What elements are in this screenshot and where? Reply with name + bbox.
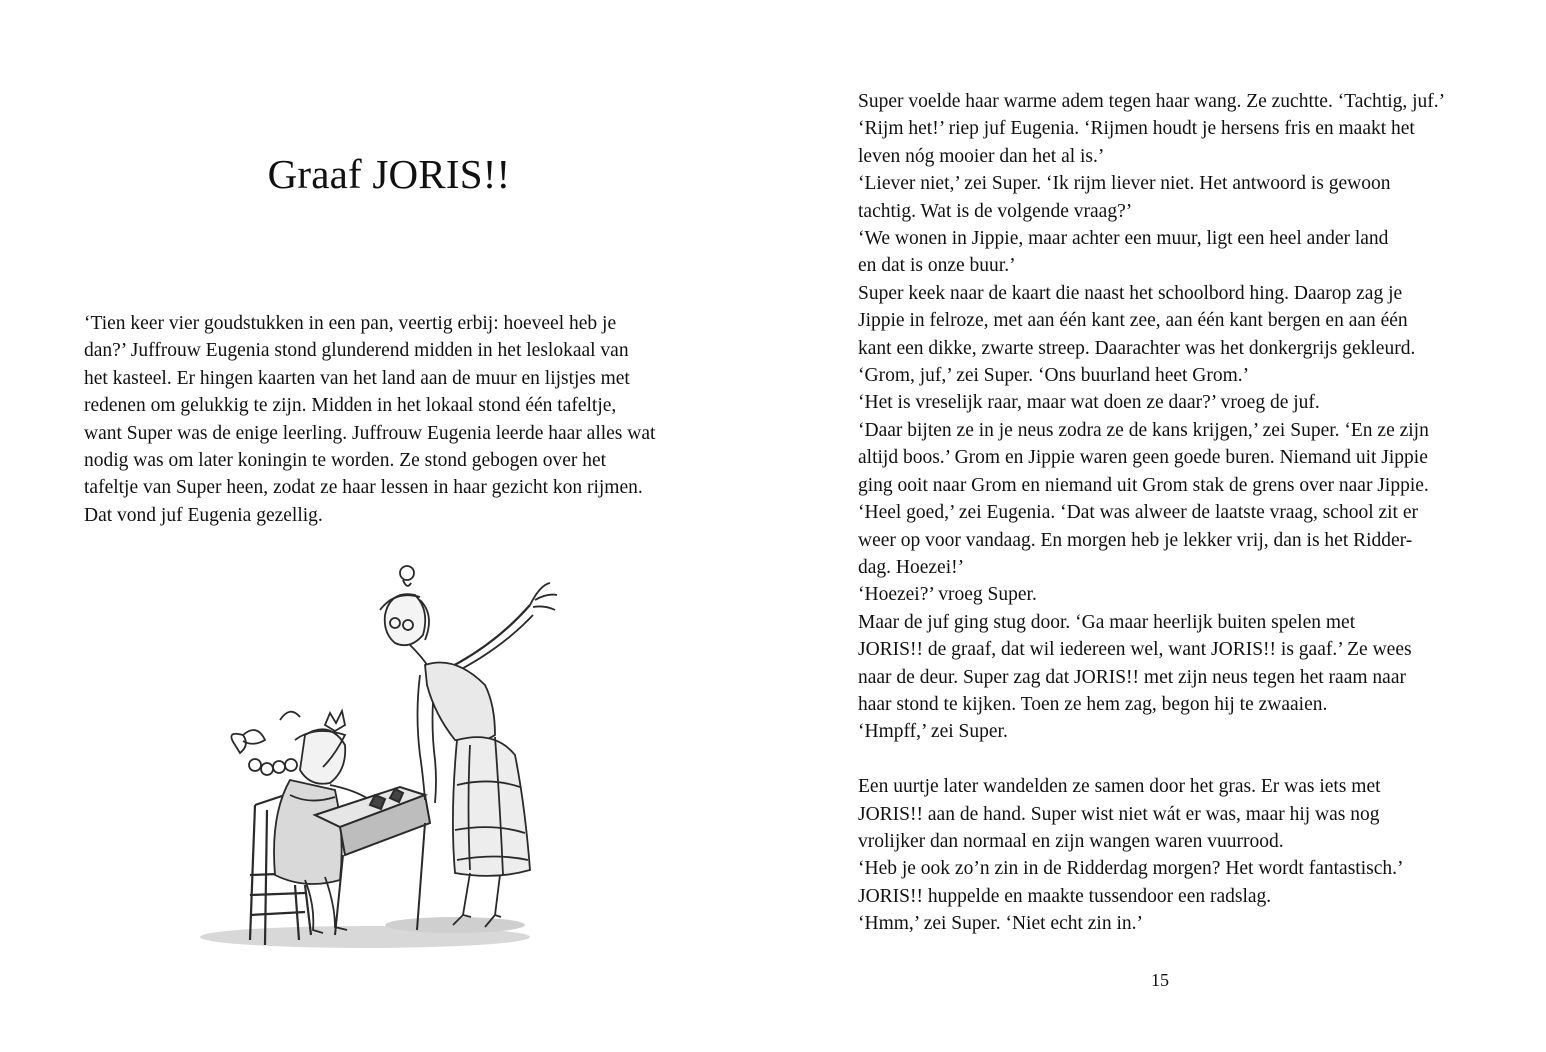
- text-line: ‘Rijm het!’ riep juf Eugenia. ‘Rijmen houdt je hersens fris en maakt het: [858, 118, 1415, 140]
- paragraph-gap: [858, 746, 1478, 773]
- text-line: Maar de juf ging stug door. ‘Ga maar heerlijk buiten spelen met: [858, 611, 1356, 633]
- text-line: ‘Daar bijten ze in je neus zodra ze de kans krijgen,’ zei Super. ‘En ze zijn: [858, 419, 1429, 441]
- right-body-text: [858, 88, 1478, 938]
- text-line: ‘We wonen in Jippie, maar achter een muur, ligt een heel ander land: [858, 228, 1389, 250]
- text-line: nodig was om later koningin te worden. Ze stond gebogen over het: [84, 450, 607, 472]
- chapter-title: Graaf JORIS!!: [267, 151, 511, 197]
- text-line: het kasteel. Er hingen kaarten van het land aan de muur en lijstjes met: [84, 367, 630, 389]
- text-line: Dat vond juf Eugenia gezellig.: [84, 504, 323, 526]
- text-line: ‘Hmm,’ zei Super. ‘Niet echt zin in.’: [858, 913, 1144, 935]
- text-line: Super voelde haar warme adem tegen haar wang. Ze zuchtte. ‘Tachtig, juf.’: [858, 91, 1446, 112]
- text-line: want Super was de enige leerling. Juffrouw Eugenia leerde haar alles wat: [84, 422, 656, 444]
- page-number: 15: [1151, 970, 1169, 990]
- text-line: en dat is onze buur.’: [858, 255, 1016, 277]
- text-line: Een uurtje later wandelden ze samen door het gras. Er was iets met: [858, 776, 1381, 798]
- text-line: ging ooit naar Grom en niemand uit Grom stak de grens over naar Jippie.: [858, 474, 1429, 496]
- text-line: tachtig. Wat is de volgende vraag?’: [858, 200, 1133, 222]
- text-line: dag. Hoezei!’: [858, 556, 965, 578]
- text-line: JORIS!! de graaf, dat wil iedereen wel, want JORIS!! is gaaf.’ Ze wees: [858, 639, 1412, 661]
- text-line: ‘Hoezei?’ vroeg Super.: [858, 584, 1037, 606]
- text-line: naar de deur. Super zag dat JORIS!! met zijn neus tegen het raam naar: [858, 666, 1406, 688]
- text-line: ‘Grom, juf,’ zei Super. ‘Ons buurland heet Grom.’: [858, 365, 1250, 387]
- text-line: ‘Tien keer vier goudstukken in een pan, veertig erbij: hoeveel heb je: [84, 313, 617, 334]
- text-line: vrolijker dan normaal en zijn wangen waren vuurrood.: [858, 830, 1284, 852]
- text-line: Jippie in felroze, met aan één kant zee, aan één kant bergen en aan één: [858, 310, 1408, 332]
- text-line: kant een dikke, zwarte streep. Daarachter was het donkergrijs gekleurd.: [858, 337, 1416, 359]
- teacher: [380, 566, 557, 927]
- text-line: weer op voor vandaag. En morgen heb je lekker vrij, dan is het Ridder-: [858, 529, 1413, 551]
- illustration-svg: [195, 555, 575, 950]
- text-line: altijd boos.’ Grom en Jippie waren geen goede buren. Niemand uit Jippie: [858, 447, 1428, 469]
- text-line: ‘Heel goed,’ zei Eugenia. ‘Dat was alweer de laatste vraag, school zit er: [858, 502, 1418, 524]
- text-line: ‘Liever niet,’ zei Super. ‘Ik rijm liever niet. Het antwoord is gewoon: [858, 173, 1391, 195]
- text-line: ‘Hmpff,’ zei Super.: [858, 721, 1008, 743]
- left-body-text: [84, 310, 704, 529]
- text-line: haar stond te kijken. Toen ze hem zag, begon hij te zwaaien.: [858, 693, 1328, 715]
- text-line: redenen om gelukkig te zijn. Midden in het lokaal stond één tafeltje,: [84, 395, 617, 417]
- text-line: ‘Heb je ook zo’n zin in de Ridderdag morgen? Het wordt fantastisch.’: [858, 858, 1404, 880]
- teacher-and-princess-illustration: [195, 555, 575, 950]
- text-line: ‘Het is vreselijk raar, maar wat doen ze daar?’ vroeg de juf.: [858, 392, 1320, 414]
- text-line: Super keek naar de kaart die naast het schoolbord hing. Daarop zag je: [858, 282, 1403, 304]
- text-line: JORIS!! huppelde en maakte tussendoor een radslag.: [858, 885, 1272, 907]
- text-line: tafeltje van Super heen, zodat ze haar lessen in haar gezicht kon rijmen.: [84, 477, 643, 499]
- text-line: dan?’ Juffrouw Eugenia stond glunderend midden in het leslokaal van: [84, 340, 629, 362]
- text-line: leven nóg mooier dan het al is.’: [858, 145, 1105, 167]
- text-line: JORIS!! aan de hand. Super wist niet wát er was, maar hij was nog: [858, 803, 1380, 825]
- right-page: [773, 0, 1546, 1052]
